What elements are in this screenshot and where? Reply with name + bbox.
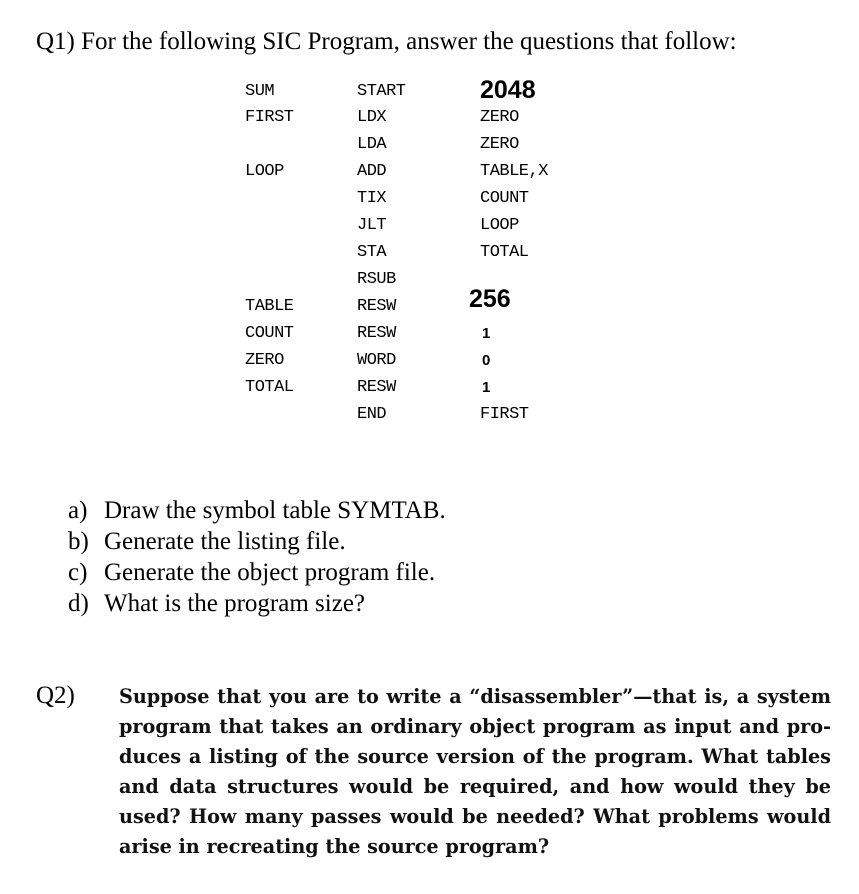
code-label: SUM: [245, 82, 275, 101]
code-line: [0, 347, 859, 374]
task-item: [68, 588, 446, 619]
code-label: COUNT: [245, 324, 294, 343]
code-operand: FIRST: [480, 405, 529, 424]
code-label: TOTAL: [245, 378, 294, 397]
code-operand: LOOP: [480, 216, 519, 235]
code-opcode: START: [357, 82, 406, 101]
code-opcode: LDA: [357, 135, 387, 154]
question-1-heading: Q1) For the following SIC Program, answer the questions that follow:: [36, 28, 737, 55]
code-label: LOOP: [245, 162, 284, 181]
code-operand: 0: [482, 352, 491, 369]
code-line: [0, 158, 859, 185]
code-operand: ZERO: [480, 108, 519, 127]
code-line: [0, 266, 859, 293]
task-text: Generate the object program file.: [104, 559, 436, 586]
code-opcode: RSUB: [357, 270, 396, 289]
code-opcode: WORD: [357, 351, 396, 370]
code-line: [0, 104, 859, 131]
code-opcode: RESW: [357, 378, 396, 397]
code-opcode: RESW: [357, 297, 396, 316]
code-label: ZERO: [245, 351, 284, 370]
code-opcode: TIX: [357, 189, 387, 208]
code-operand: 1: [482, 325, 491, 342]
code-line: [0, 78, 859, 105]
code-line: [0, 401, 859, 428]
task-text: Generate the listing file.: [104, 528, 346, 555]
code-opcode: LDX: [357, 108, 387, 127]
task-item: [68, 495, 446, 526]
code-label: TABLE: [245, 297, 294, 316]
code-line: [0, 285, 859, 320]
code-opcode: END: [357, 405, 387, 424]
sic-program-listing: [0, 0, 859, 440]
task-letter: b): [68, 528, 89, 555]
code-line: [0, 374, 859, 401]
code-line: [0, 131, 859, 158]
task-text: Draw the symbol table SYMTAB.: [104, 497, 446, 524]
task-item: [68, 557, 446, 588]
code-line: [0, 212, 859, 239]
code-line: [0, 320, 859, 347]
code-operand: TOTAL: [480, 243, 529, 262]
task-letter: d): [68, 590, 89, 617]
code-operand: 1: [482, 379, 491, 396]
code-line: [0, 185, 859, 212]
task-item: [68, 526, 446, 557]
code-operand: 2048: [480, 76, 536, 104]
question-2-label: Q2): [36, 682, 75, 709]
question-2-text: Suppose that you are to write a “disassembler”—that is, a system program that takes an ordinary object program as input and produces a listing of the source version of the program. What tables and data structures would be required, and how would they be used? How many passes would be needed? What problems would arise in recreating the source program?: [119, 685, 831, 858]
code-label: FIRST: [245, 108, 294, 127]
task-text: What is the program size?: [104, 590, 366, 617]
task-letter: a): [68, 497, 88, 524]
code-operand: ZERO: [480, 135, 519, 154]
question-1-tasks: [68, 495, 446, 619]
code-line: [0, 239, 859, 266]
code-opcode: RESW: [357, 324, 396, 343]
code-opcode: ADD: [357, 162, 387, 181]
code-opcode: JLT: [357, 216, 387, 235]
task-letter: c): [68, 559, 88, 586]
code-operand: 256: [469, 285, 511, 313]
code-opcode: STA: [357, 243, 387, 262]
code-operand: COUNT: [480, 189, 529, 208]
code-operand: TABLE,X: [480, 162, 548, 181]
